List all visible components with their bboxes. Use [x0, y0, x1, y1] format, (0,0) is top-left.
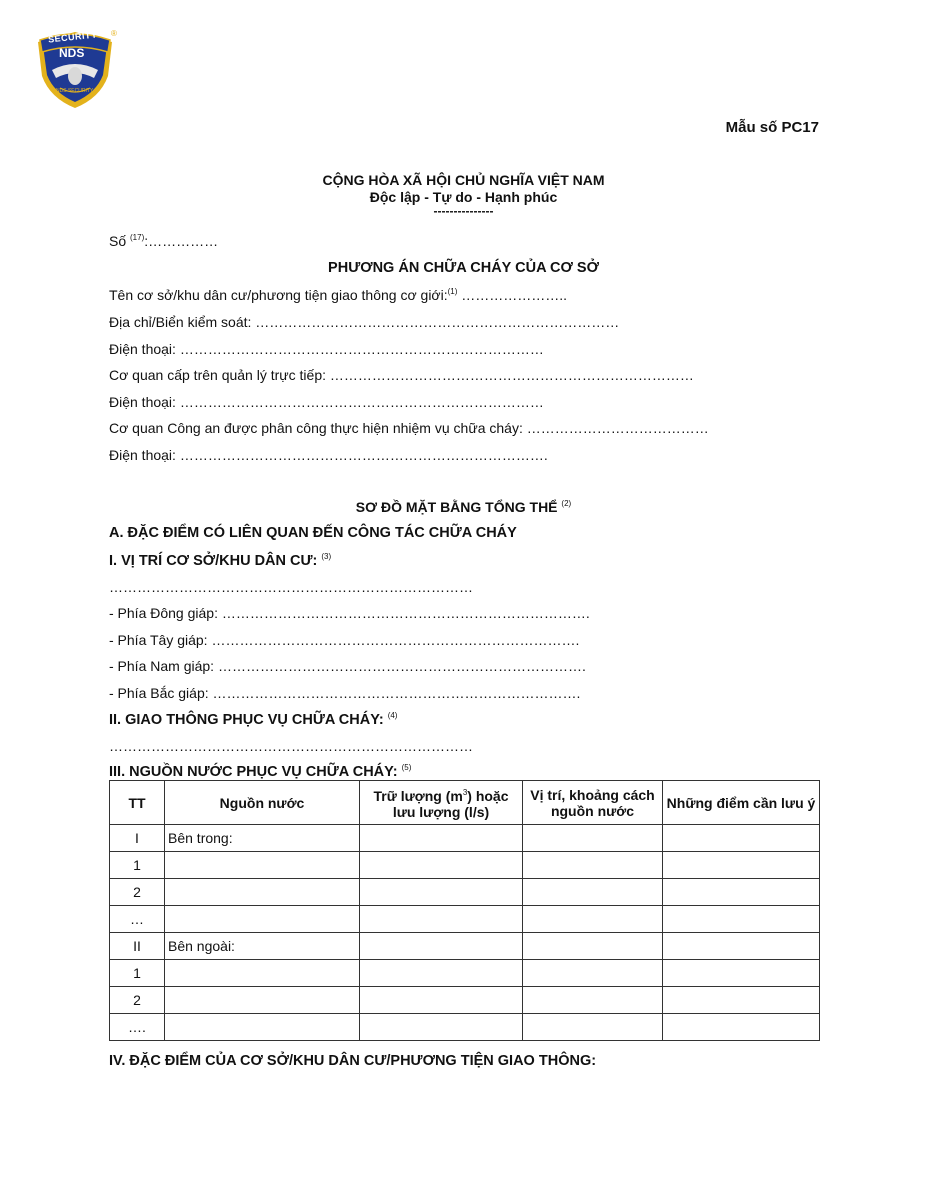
header-notes: Những điểm cần lưu ý [663, 781, 820, 825]
document-number-label: Số [109, 233, 127, 249]
section-a-heading: A. ĐẶC ĐIỂM CÓ LIÊN QUAN ĐẾN CÔNG TÁC CHỮA CHÁY [109, 525, 517, 541]
logo-ring-text: NDS SECURITY [56, 88, 94, 94]
border-south: - Phía Nam giáp: ……………………………………………………………………. [109, 658, 586, 674]
table-row: II Bên ngoài: [110, 933, 820, 960]
section-ii-heading: II. GIAO THÔNG PHỤC VỤ CHỮA CHÁY: $^{(4)}$ [109, 711, 398, 728]
header-reserve: Trữ lượng $(m^3)$ hoặc lưu lượng (l/s) [360, 781, 523, 825]
info-line-address: Địa chỉ/Biển kiểm soát: …………………………………………………………………… [109, 314, 620, 330]
form-number: Mẫu số PC17 [725, 119, 819, 136]
table-header-row [110, 781, 820, 825]
info-line-superior-agency: Cơ quan cấp trên quản lý trực tiếp: …………………………………………………………………… [109, 367, 694, 383]
registered-mark: ® [111, 29, 117, 38]
plan-title: PHƯƠNG ÁN CHỮA CHÁY CỦA CƠ SỞ [328, 260, 599, 276]
table-row: …. [110, 1014, 820, 1041]
table-row: I Bên trong: [110, 825, 820, 852]
section-iv-heading: IV. ĐẶC ĐIỂM CỦA CƠ SỞ/KHU DÂN CƯ/PHƯƠNG TIỆN GIAO THÔNG: [109, 1053, 597, 1069]
national-motto: Độc lập - Tự do - Hạnh phúc [369, 189, 558, 205]
location-dots: …………………………………………………………………… [109, 579, 473, 595]
header-source: Nguồn nước [165, 781, 360, 825]
info-line-police-phone: Điện thoại: ……………………………………………………………………. [109, 447, 548, 463]
border-east: - Phía Đông giáp: ……………………………………………………………………. [109, 605, 590, 621]
traffic-dots: …………………………………………………………………… [109, 738, 473, 754]
country-name: CỘNG HÒA XÃ HỘI CHỦ NGHĨA VIỆT NAM [322, 172, 605, 188]
overview-title: SƠ ĐỒ MẶT BẰNG TỔNG THỂ $^{(2)}$ [355, 499, 572, 515]
info-line-police-agency: Cơ quan Công an được phân công thực hiện nhiệm vụ chữa cháy: ………………………………… [109, 420, 709, 436]
document-number-line [109, 233, 218, 249]
header-position: Vị trí, khoảng cách nguồn nước [523, 781, 663, 825]
company-logo [34, 30, 116, 110]
section-iii-heading: III. NGUỒN NƯỚC PHỤC VỤ CHỮA CHÁY: $^{(5)}$ [109, 763, 412, 780]
table-row: 2 [110, 879, 820, 906]
table-row: 1 [110, 852, 820, 879]
table-row: 1 [110, 960, 820, 987]
document-number-dots: :…………… [144, 233, 219, 249]
border-north: - Phía Bắc giáp: ……………………………………………………………………. [109, 685, 581, 701]
table-row: 2 [110, 987, 820, 1014]
header-tt: TT [110, 781, 165, 825]
logo-brand-text: NDS [59, 46, 85, 60]
header-divider: --------------- [433, 204, 494, 218]
info-line-superior-phone: Điện thoại: …………………………………………………………………… [109, 394, 544, 410]
info-line-facility-name: Tên cơ sở/khu dân cư/phương tiện giao thông cơ giới:$^{(1)}$ ………………….. [109, 287, 568, 303]
document-number-note: (17) [130, 233, 145, 242]
info-line-phone: Điện thoại: …………………………………………………………………… [109, 341, 544, 357]
water-source-table [109, 780, 820, 1041]
table-row: … [110, 906, 820, 933]
section-i-heading: I. VỊ TRÍ CƠ SỞ/KHU DÂN CƯ: $^{(3)}$ [109, 552, 332, 569]
border-west: - Phía Tây giáp: ……………………………………………………………………. [109, 632, 580, 648]
logo-top-text: SECURITY [47, 29, 98, 45]
